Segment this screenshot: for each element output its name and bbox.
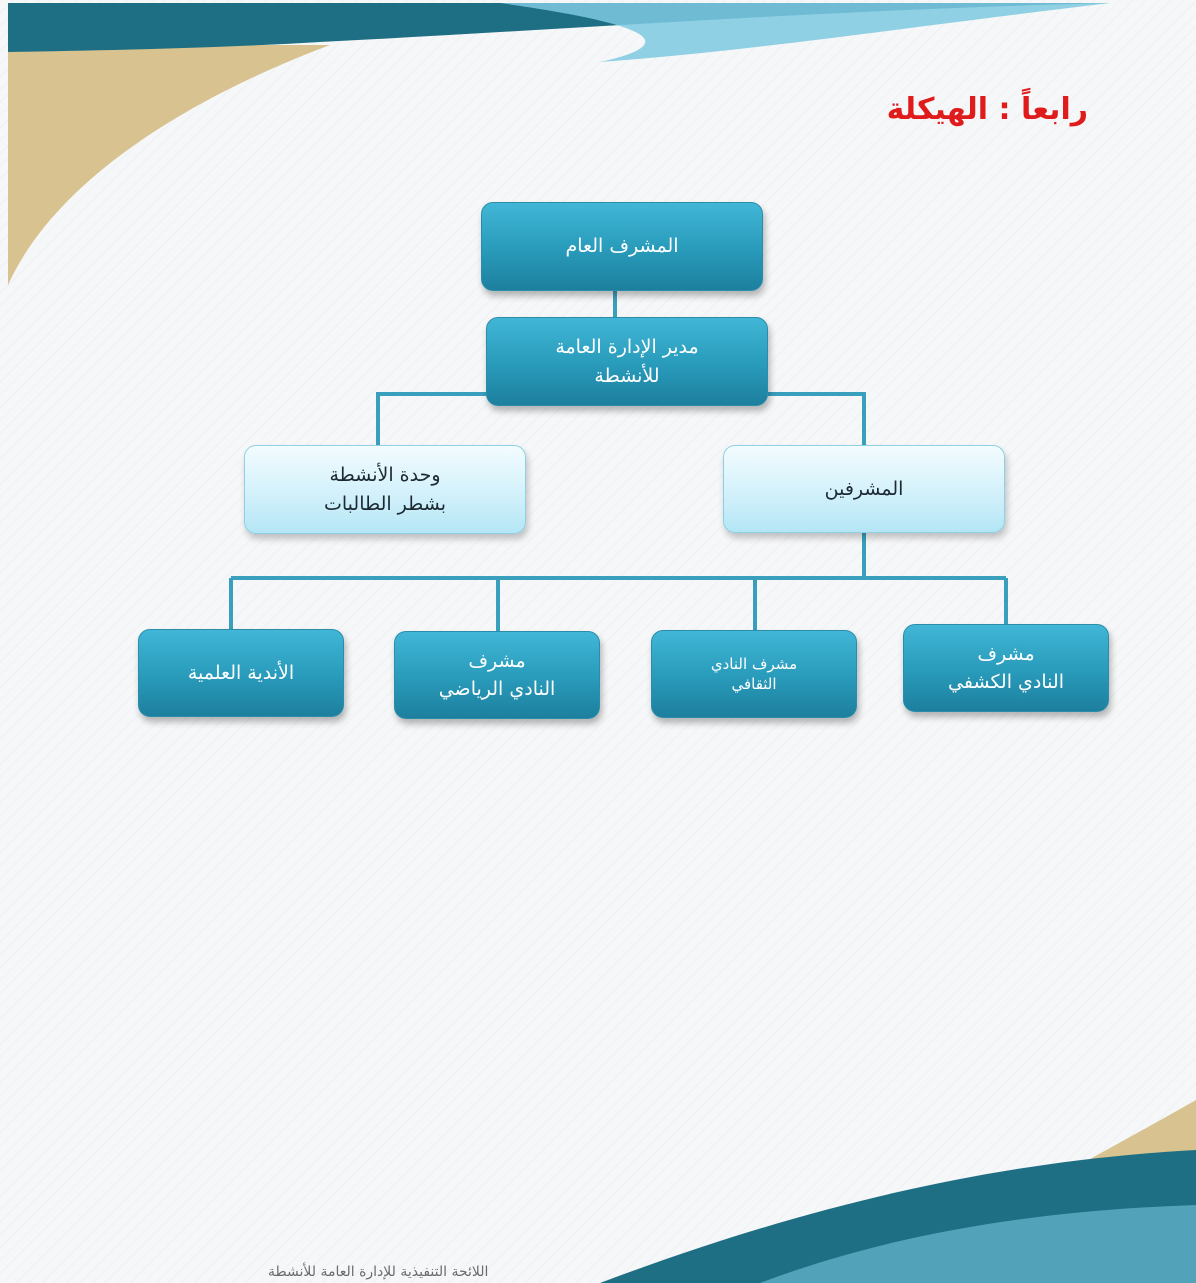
node-female-unit: وحدة الأنشطة بشطر الطالبات xyxy=(244,445,526,534)
node-science-clubs: الأندية العلمية xyxy=(138,629,344,717)
node-cultural-club: مشرف النادي الثقافي xyxy=(651,630,857,718)
node-director: مدير الإدارة العامة للأنشطة xyxy=(486,317,768,406)
page-footer: اللائحة التنفيذية للإدارة العامة للأنشطة xyxy=(268,1264,489,1280)
node-supervisors: المشرفين xyxy=(723,445,1005,533)
node-general-supervisor: المشرف العام xyxy=(481,202,763,291)
connector-director-to-supervisors xyxy=(766,394,864,445)
connector-director-to-female-unit xyxy=(378,394,488,445)
node-scout-club: مشرف النادي الكشفي xyxy=(903,624,1109,712)
page-title: رابعاً : الهيكلة xyxy=(886,92,1088,127)
node-sports-club: مشرف النادي الرياضي xyxy=(394,631,600,719)
